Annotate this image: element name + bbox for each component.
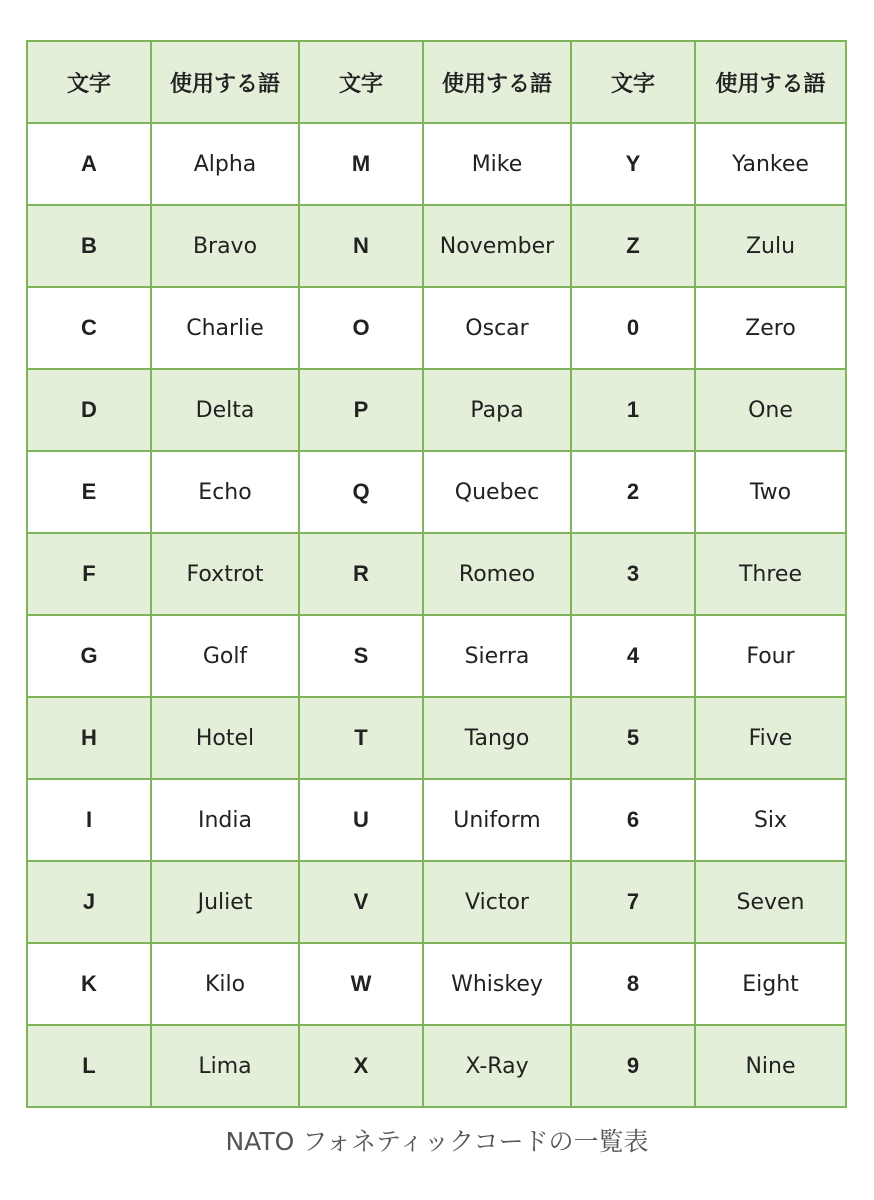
letter-cell: 5 xyxy=(571,697,695,779)
letter-cell: Z xyxy=(571,205,695,287)
letter-cell: 7 xyxy=(571,861,695,943)
code-word-cell: Tango xyxy=(423,697,571,779)
letter-cell: V xyxy=(299,861,423,943)
code-word-cell: One xyxy=(695,369,846,451)
code-word-cell: Delta xyxy=(151,369,299,451)
letter-cell: Q xyxy=(299,451,423,533)
code-word-cell: Three xyxy=(695,533,846,615)
header-letter-2: 文字 xyxy=(299,41,423,123)
letter-cell: 2 xyxy=(571,451,695,533)
header-word-1: 使用する語 xyxy=(151,41,299,123)
table-body xyxy=(27,123,846,1107)
letter-cell: Y xyxy=(571,123,695,205)
header-word-3: 使用する語 xyxy=(695,41,846,123)
table-row xyxy=(27,287,846,369)
code-word-cell: Five xyxy=(695,697,846,779)
letter-cell: K xyxy=(27,943,151,1025)
code-word-cell: Sierra xyxy=(423,615,571,697)
code-word-cell: Quebec xyxy=(423,451,571,533)
code-word-cell: Uniform xyxy=(423,779,571,861)
letter-cell: 1 xyxy=(571,369,695,451)
letter-cell: B xyxy=(27,205,151,287)
code-word-cell: Seven xyxy=(695,861,846,943)
code-word-cell: India xyxy=(151,779,299,861)
code-word-cell: Kilo xyxy=(151,943,299,1025)
letter-cell: O xyxy=(299,287,423,369)
code-word-cell: Yankee xyxy=(695,123,846,205)
table-row xyxy=(27,615,846,697)
code-word-cell: November xyxy=(423,205,571,287)
header-letter-1: 文字 xyxy=(27,41,151,123)
letter-cell: U xyxy=(299,779,423,861)
code-word-cell: Oscar xyxy=(423,287,571,369)
table-row xyxy=(27,1025,846,1107)
table-row xyxy=(27,205,846,287)
code-word-cell: Zulu xyxy=(695,205,846,287)
letter-cell: S xyxy=(299,615,423,697)
letter-cell: 0 xyxy=(571,287,695,369)
nato-table-wrapper xyxy=(26,40,845,1080)
letter-cell: F xyxy=(27,533,151,615)
header-word-2: 使用する語 xyxy=(423,41,571,123)
letter-cell: N xyxy=(299,205,423,287)
code-word-cell: Four xyxy=(695,615,846,697)
letter-cell: C xyxy=(27,287,151,369)
letter-cell: X xyxy=(299,1025,423,1107)
code-word-cell: Lima xyxy=(151,1025,299,1107)
letter-cell: 8 xyxy=(571,943,695,1025)
table-row xyxy=(27,123,846,205)
letter-cell: G xyxy=(27,615,151,697)
letter-cell: P xyxy=(299,369,423,451)
table-row xyxy=(27,451,846,533)
header-letter-3: 文字 xyxy=(571,41,695,123)
code-word-cell: Golf xyxy=(151,615,299,697)
table-row xyxy=(27,369,846,451)
letter-cell: 6 xyxy=(571,779,695,861)
code-word-cell: Foxtrot xyxy=(151,533,299,615)
code-word-cell: Two xyxy=(695,451,846,533)
code-word-cell: Juliet xyxy=(151,861,299,943)
letter-cell: 4 xyxy=(571,615,695,697)
table-caption: NATO フォネティックコードの一覧表 xyxy=(225,1127,649,1156)
code-word-cell: Eight xyxy=(695,943,846,1025)
letter-cell: J xyxy=(27,861,151,943)
letter-cell: E xyxy=(27,451,151,533)
code-word-cell: Alpha xyxy=(151,123,299,205)
code-word-cell: Mike xyxy=(423,123,571,205)
table-header-row xyxy=(27,41,846,123)
letter-cell: R xyxy=(299,533,423,615)
letter-cell: 3 xyxy=(571,533,695,615)
code-word-cell: X-Ray xyxy=(423,1025,571,1107)
table-row xyxy=(27,943,846,1025)
letter-cell: A xyxy=(27,123,151,205)
code-word-cell: Charlie xyxy=(151,287,299,369)
code-word-cell: Romeo xyxy=(423,533,571,615)
code-word-cell: Zero xyxy=(695,287,846,369)
letter-cell: T xyxy=(299,697,423,779)
letter-cell: L xyxy=(27,1025,151,1107)
letter-cell: 9 xyxy=(571,1025,695,1107)
table-row xyxy=(27,533,846,615)
letter-cell: W xyxy=(299,943,423,1025)
code-word-cell: Victor xyxy=(423,861,571,943)
code-word-cell: Nine xyxy=(695,1025,846,1107)
letter-cell: M xyxy=(299,123,423,205)
code-word-cell: Echo xyxy=(151,451,299,533)
table-row xyxy=(27,861,846,943)
code-word-cell: Bravo xyxy=(151,205,299,287)
letter-cell: I xyxy=(27,779,151,861)
nato-phonetic-table xyxy=(26,40,847,1108)
code-word-cell: Whiskey xyxy=(423,943,571,1025)
code-word-cell: Papa xyxy=(423,369,571,451)
letter-cell: H xyxy=(27,697,151,779)
code-word-cell: Hotel xyxy=(151,697,299,779)
table-row xyxy=(27,697,846,779)
letter-cell: D xyxy=(27,369,151,451)
code-word-cell: Six xyxy=(695,779,846,861)
table-row xyxy=(27,779,846,861)
